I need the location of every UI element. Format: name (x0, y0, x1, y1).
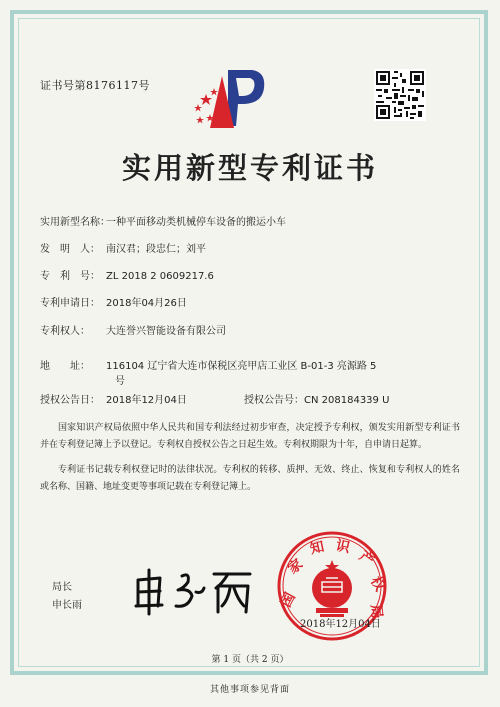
field-label: 发 明 人： (40, 244, 100, 255)
field-value: 南汉君；段忠仁；刘平 (106, 244, 206, 255)
qr-code-icon (374, 69, 426, 121)
field-label: 专利申请日： (40, 298, 100, 309)
page-number: 第 1 页（共 2 页） (211, 655, 289, 665)
svg-text:局: 局 (367, 603, 385, 620)
field-inventors (40, 240, 206, 255)
field-label: 授权公告号： (244, 395, 304, 406)
footer-note: 其他事项参见背面 (209, 685, 290, 695)
body-paragraph-1: 国家知识产权局依照中华人民共和国专利法经过初步审查，决定授予专利权，颁发实用新型专利证书并在专利登记簿上予以登记。专利权自授权公告之日起生效。专利权期限为十年，自申请日起算。 (40, 423, 460, 450)
field-value: ZL 2018 2 0609217.6 (106, 271, 214, 282)
field-label: 专 利 号： (40, 271, 100, 282)
seal-date: 2018年12月04日 (300, 619, 381, 630)
director-name: 申长雨 (52, 600, 82, 611)
svg-text:家: 家 (285, 556, 306, 578)
field-patent-number (40, 267, 214, 282)
svg-text:识: 识 (334, 537, 352, 557)
body-paragraph-2: 专利证书记载专利权登记时的法律状况。专利权的转移、质押、无效、终止、恢复和专利权人的姓名或名称、国籍、地址变更等事项记载在专利登记簿上。 (40, 465, 460, 492)
address-line-2: 号 (115, 376, 125, 387)
svg-text:权: 权 (367, 573, 388, 595)
field-grant-date (40, 391, 187, 406)
field-value: 大连誉兴智能设备有限公司 (106, 326, 226, 337)
field-grant-number (244, 391, 389, 406)
director-title: 局长 (52, 582, 72, 593)
field-label: 授权公告日： (40, 395, 100, 406)
field-value: CN 208184339 U (304, 395, 390, 406)
field-label: 专利权人： (40, 326, 90, 337)
director-signature-icon (130, 566, 260, 618)
page-title: 实用新型专利证书 (121, 151, 378, 185)
field-application-date (40, 294, 187, 309)
certificate-number: 证书号第8176117号 (40, 79, 150, 92)
field-value: 2018年12月04日 (106, 395, 187, 406)
field-value: 2018年04月26日 (106, 298, 187, 309)
field-patentee (40, 322, 226, 337)
field-label: 实用新型名称： (40, 217, 110, 228)
svg-text:产: 产 (355, 548, 377, 570)
field-address (40, 357, 376, 372)
field-label: 地 址： (40, 361, 90, 372)
field-utility-model-name (40, 213, 286, 228)
field-value: 一种平面移动类机械停车设备的搬运小车 (106, 217, 286, 228)
field-value: 116104 辽宁省大连市保税区亮甲店工业区 B-01-3 亮源路 5 (106, 361, 377, 372)
svg-text:知: 知 (308, 538, 326, 558)
svg-text:国: 国 (278, 590, 299, 611)
cnipa-logo-icon (192, 66, 266, 132)
